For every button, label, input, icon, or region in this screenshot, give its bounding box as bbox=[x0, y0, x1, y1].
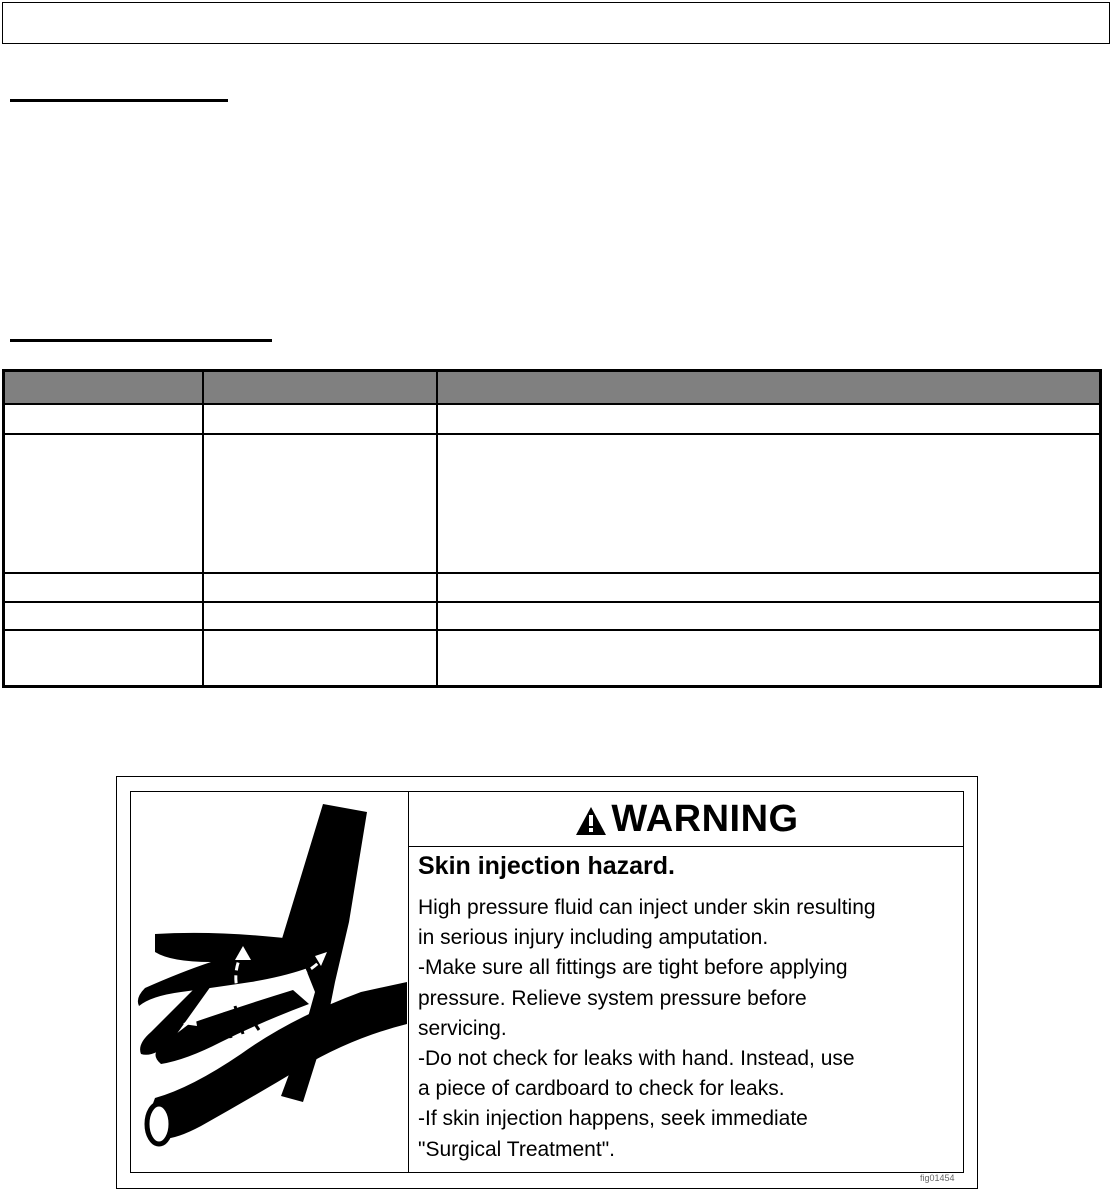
hazard-body-line: "Surgical Treatment". bbox=[418, 1137, 615, 1161]
hazard-heading: Skin injection hazard. bbox=[418, 852, 675, 880]
warning-label-vertical-divider bbox=[408, 791, 409, 1173]
section-heading-rule-2 bbox=[10, 339, 272, 342]
section-heading-rule-1 bbox=[10, 99, 228, 102]
warning-triangle-icon bbox=[574, 805, 608, 837]
warning-title bbox=[409, 793, 964, 845]
warning-label-title-divider bbox=[408, 846, 964, 847]
hazard-body-line: pressure. Relieve system pressure before bbox=[418, 986, 807, 1010]
hazard-body-line: -Do not check for leaks with hand. Instead, use bbox=[418, 1047, 855, 1071]
spec-table-row-divider-3 bbox=[5, 601, 1099, 603]
hazard-body-line: a piece of cardboard to check for leaks. bbox=[418, 1077, 785, 1101]
warning-title-text: WARNING bbox=[611, 797, 799, 840]
figure-id: fig01454 bbox=[920, 1173, 955, 1183]
spec-table bbox=[2, 369, 1102, 688]
header-box bbox=[2, 2, 1110, 44]
spec-table-row-divider-1 bbox=[5, 433, 1099, 435]
spec-table-header-row bbox=[5, 372, 1099, 405]
spec-table-col-divider-2 bbox=[436, 372, 438, 685]
spec-table-col-divider-1 bbox=[202, 372, 204, 685]
hazard-body bbox=[418, 893, 958, 1165]
hand-injection-illustration bbox=[131, 792, 407, 1172]
spec-table-row-divider-4 bbox=[5, 629, 1099, 631]
hazard-body-line: High pressure fluid can inject under skin resulting bbox=[418, 896, 876, 919]
hazard-body-line: in serious injury including amputation. bbox=[418, 926, 769, 950]
spec-table-row-divider-2 bbox=[5, 572, 1099, 574]
hazard-body-line: -If skin injection happens, seek immediate bbox=[418, 1107, 808, 1131]
hazard-body-line: servicing. bbox=[418, 1016, 507, 1040]
hazard-body-line: -Make sure all fittings are tight before applying bbox=[418, 956, 848, 980]
